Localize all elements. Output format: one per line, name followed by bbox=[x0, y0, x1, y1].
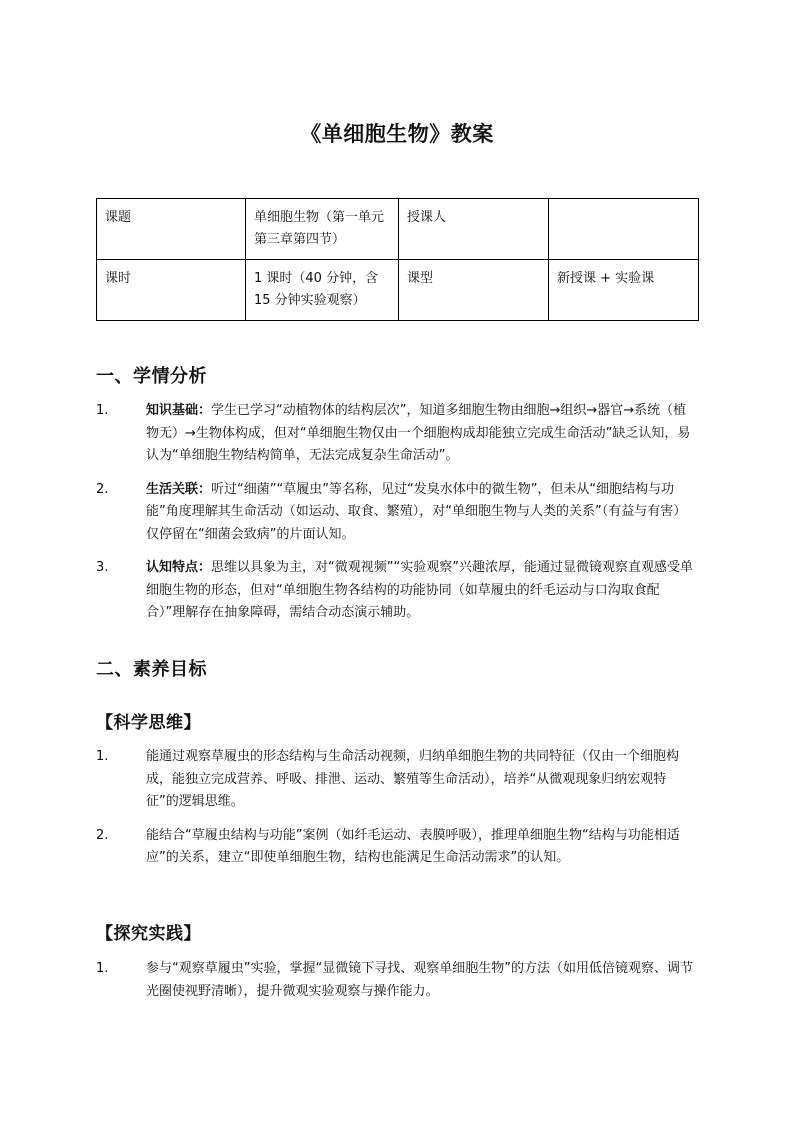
table-cell: 课型 bbox=[399, 260, 549, 321]
list-item bbox=[96, 958, 698, 1003]
thinking-goals-list bbox=[96, 746, 698, 881]
item-text: 能通过观察草履虫的形态结构与生命活动视频，归纳单细胞生物的共同特征（仅由一个细胞构成，能独立完成营养、呼吸、排泄、运动、繁殖等生命活动），培养“从微观现象归纳宏观特征”的逻辑思维。 bbox=[146, 749, 680, 809]
table-cell: 单细胞生物（第一单元第三章第四节） bbox=[246, 199, 399, 260]
table-cell: 新授课 + 实验课 bbox=[549, 260, 699, 321]
item-text: 能结合“草履虫结构与功能”案例（如纤毛运动、表膜呼吸），推理单细胞生物“结构与功能相适应”的关系，建立“即使单细胞生物，结构也能满足生命活动需求”的认知。 bbox=[146, 827, 680, 865]
list-item bbox=[96, 825, 698, 870]
info-table bbox=[96, 198, 699, 321]
table-cell: 1 课时（40 分钟，含 15 分钟实验观察） bbox=[246, 260, 399, 321]
list-number: 2. bbox=[96, 481, 109, 497]
list-item bbox=[96, 400, 698, 468]
table-row bbox=[97, 260, 699, 321]
table-cell: 课题 bbox=[97, 199, 246, 260]
list-item bbox=[96, 479, 698, 547]
item-label: 认知特点： bbox=[146, 560, 212, 575]
list-number: 3. bbox=[96, 560, 109, 575]
table-row bbox=[97, 199, 699, 260]
item-text: 听过“细菌”“草履虫”等名称，见过“发臭水体中的微生物”，但未从“细胞结构与功能”角度理解其生命活动（如运动、取食、繁殖），对“单细胞生物与人类的关系”（有益与有害）仅停留在“细菌会致病”的片面认知。 bbox=[146, 481, 687, 542]
subsection-heading: 【科学思维】 bbox=[96, 713, 201, 733]
analysis-list bbox=[96, 400, 698, 636]
section-heading: 一、学情分析 bbox=[96, 366, 207, 387]
list-item bbox=[96, 557, 698, 625]
list-item bbox=[96, 746, 698, 814]
table-cell bbox=[549, 199, 699, 260]
list-number: 1. bbox=[96, 961, 109, 976]
practice-goals-list bbox=[96, 958, 698, 1014]
item-label: 知识基础： bbox=[146, 403, 212, 418]
subsection-heading: 【探究实践】 bbox=[96, 924, 201, 944]
list-number: 2. bbox=[96, 827, 109, 843]
table-cell: 课时 bbox=[97, 260, 246, 321]
list-number: 1. bbox=[96, 749, 109, 764]
item-text: 学生已学习“动植物体的结构层次”，知道多细胞生物由细胞→组织→器官→系统（植物无）→生物体构成，但对“单细胞生物仅由一个细胞构成却能独立完成生命活动”缺乏认知，易认为“单细胞生物结构简单，无法完成复杂生命活动”。 bbox=[146, 403, 691, 463]
item-label: 生活关联： bbox=[146, 481, 212, 497]
item-text: 思维以具象为主，对“微观视频”“实验观察”兴趣浓厚，能通过显微镜观察直观感受单细胞生物的形态，但对“单细胞生物各结构的功能协同（如草履虫的纤毛运动与口沟取食配合）”理解存在抽象障碍，需结合动态演示辅助。 bbox=[146, 560, 693, 620]
table-cell: 授课人 bbox=[399, 199, 549, 260]
document-title: 《单细胞生物》教案 bbox=[300, 122, 494, 146]
list-number: 1. bbox=[96, 403, 109, 418]
item-text: 参与“观察草履虫”实验，掌握“显微镜下寻找、观察单细胞生物”的方法（如用低倍镜观察、调节光圈使视野清晰），提升微观实验观察与操作能力。 bbox=[146, 961, 693, 999]
section-heading: 二、素养目标 bbox=[96, 659, 207, 680]
